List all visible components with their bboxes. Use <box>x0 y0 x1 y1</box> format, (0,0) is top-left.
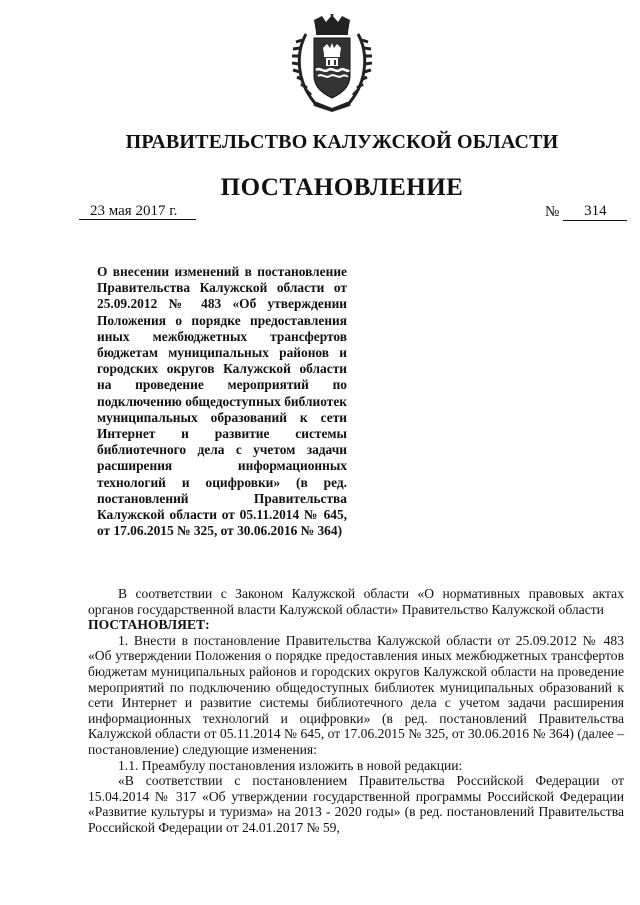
decree-word: ПОСТАНОВЛЯЕТ: <box>88 617 210 633</box>
document-subject: О внесении изменений в постановление Правительства Калужской области от 25.09.2012 № 483 «Об утверждении Положения о порядке предоставления иных межбюджетных трансфертов бюджетам муниципальных районов и городских округов Калужской области на проведение мероприятий по подключению общедоступных библиотек муниципальных образований к сети Интернет и развитие системы библиотечного дела с учетом задачи расширения информационных технологий и оцифровки» (в ред. постановлений Правительства Калужской области от 05.11.2014 № 645, от 17.06.2015 № 325, от 30.06.2016 № 364) <box>97 264 347 539</box>
document-number <box>545 203 627 221</box>
quote-paragraph: «В соответствии с постановлением Правительства Российской Федерации от 15.04.2014 № 317 «Об утверждении государственной программы Российской Федерации «Развитие культуры и туризма» на 2013 - 2020 годы» (в ред. постановлений Правительства Российской Федерации от 24.01.2017 № 59, <box>88 773 624 835</box>
item-1-1-paragraph: 1.1. Преамбулу постановления изложить в новой редакции: <box>118 757 463 773</box>
item-1-paragraph: 1. Внести в постановление Правительства Калужской области от 25.09.2012 № 483 «Об утверждении Положения о порядке предоставления иных межбюджетных трансфертов бюджетам муниципальных районов и городских округов Калужской области на проведение мероприятий по подключению общедоступных библиотек муниципальных образований к сети Интернет и развитие системы библиотечного дела с учетом задачи расширения информационных технологий и оцифровки» (в ред. постановлений Правительства Калужской области от 05.11.2014 № 645, от 17.06.2015 № 325, от 30.06.2016 № 364) (далее – постановление) следующие изменения: <box>88 632 624 757</box>
document-body <box>88 586 624 836</box>
kaluga-coat-of-arms-icon <box>292 14 372 112</box>
preamble-paragraph: В соответствии с Законом Калужской области «О нормативных правовых актах органов государственной власти Калужской области» Правительство Калужской области <box>88 586 624 617</box>
government-name: ПРАВИТЕЛЬСТВО КАЛУЖСКОЙ ОБЛАСТИ <box>125 131 559 153</box>
number-value: 314 <box>563 203 627 221</box>
number-sign: № <box>545 204 560 220</box>
document-date: 23 мая 2017 г. <box>79 203 196 220</box>
document-type: ПОСТАНОВЛЕНИЕ <box>220 174 464 201</box>
